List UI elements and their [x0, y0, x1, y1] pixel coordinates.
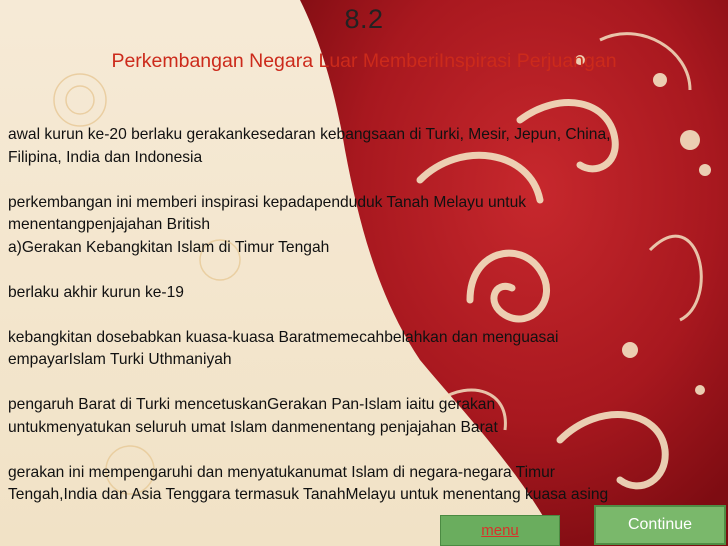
slide-subtitle: Perkembangan Negara Luar MemberiInspirasi Perjuangan: [111, 50, 617, 72]
body-line: untukmenyatukan seluruh umat Islam danmenentang penjajahan Barat: [8, 418, 498, 436]
body-line: awal kurun ke-20 berlaku gerakankesedaran kebangsaan di Turki, Mesir, Jepun, China,: [8, 126, 611, 143]
slide-body: [8, 124, 720, 507]
body-line: empayarIslam Turki Uthmaniyah: [8, 351, 232, 368]
menu-button[interactable]: menu: [440, 515, 560, 546]
body-line: Filipina, India dan Indonesia: [8, 148, 203, 166]
body-line: menentangpenjajahan British: [8, 216, 210, 233]
section-heading: a)Gerakan Kebangkitan Islam di Timur Tengah: [8, 238, 330, 256]
body-line: perkembangan ini memberi inspirasi kepadapenduduk Tanah Melayu untuk: [8, 193, 527, 211]
body-line: pengaruh Barat di Turki mencetuskanGerakan Pan-Islam iaitu gerakan: [8, 396, 496, 413]
body-line: kebangkitan dosebabkan kuasa-kuasa Baratmemecahbelahkan dan menguasai: [8, 328, 559, 346]
body-line: Tengah,India dan Asia Tenggara termasuk TanahMelayu untuk menentang kuasa asing: [8, 486, 609, 503]
continue-button[interactable]: Continue: [594, 505, 726, 545]
body-line: berlaku akhir kurun ke-19: [8, 283, 184, 301]
body-line: gerakan ini mempengaruhi dan menyatukanumat Islam di negara-negara Timur: [8, 463, 555, 481]
slide-title: 8.2: [344, 4, 384, 34]
